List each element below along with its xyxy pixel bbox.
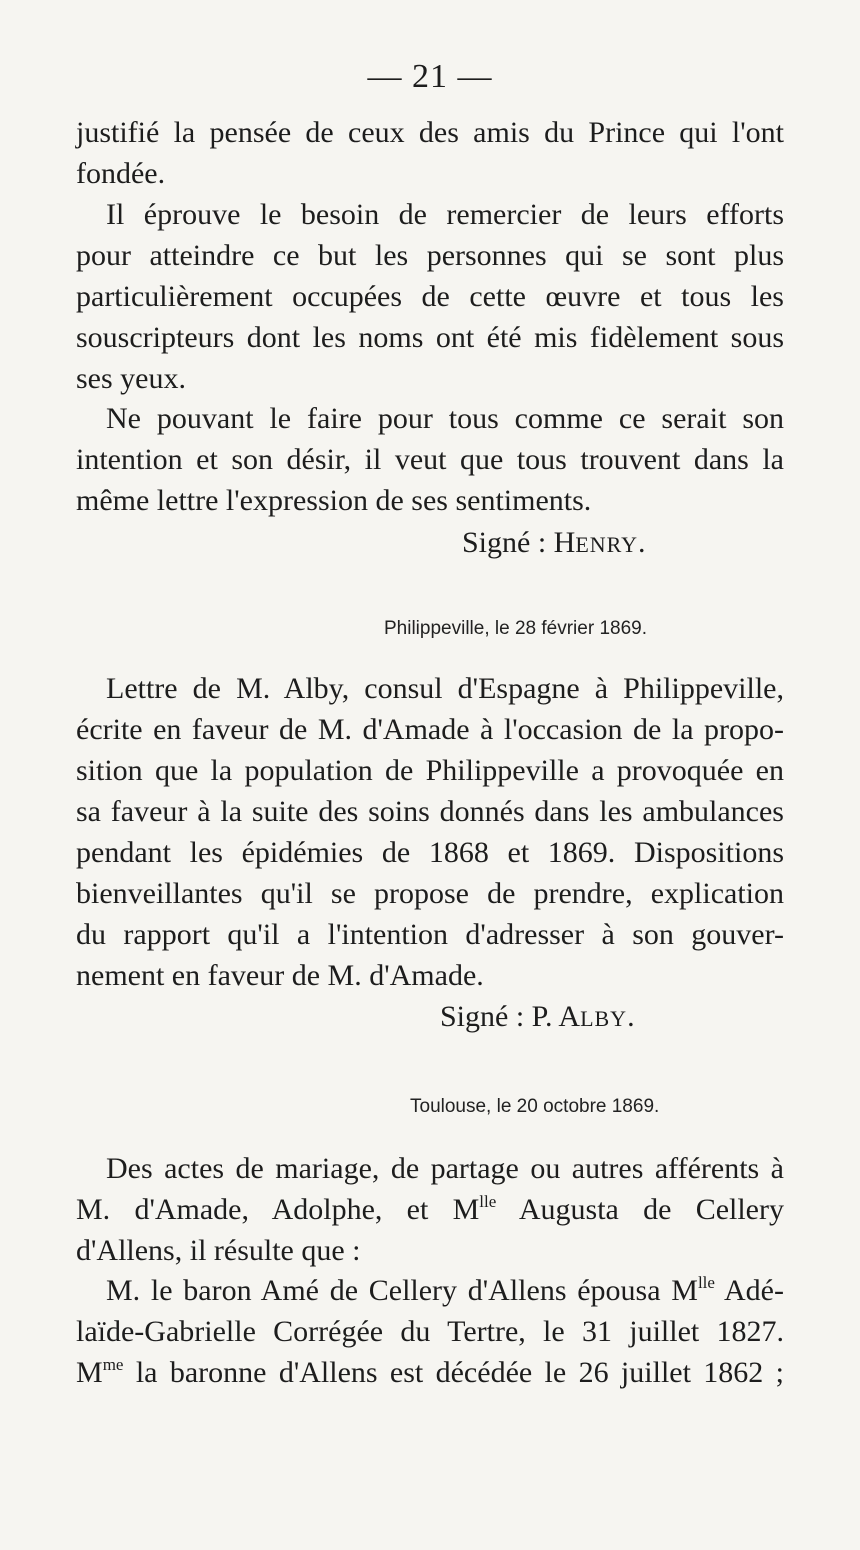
text-fragment: M. le baron Amé de Cellery d'Allens épousa M: [106, 1274, 698, 1307]
text-line: souscripteurs dont les noms ont été mis fidèlement sous: [76, 321, 784, 354]
text-line: sition que la population de Philippeville a provoquée en: [76, 754, 784, 787]
superscript: me: [102, 1355, 124, 1374]
signature-initial: A: [558, 1000, 581, 1033]
text-fragment: M: [76, 1356, 103, 1389]
text-line: ses yeux.: [76, 362, 186, 395]
signature-prefix: Signé :: [462, 526, 547, 559]
text-line: [76, 1189, 784, 1230]
paragraph-3: [76, 398, 784, 521]
text-line: Lettre de M. Alby, consul d'Espagne à Philippeville,: [106, 672, 784, 705]
text-line: pendant les épidémies de 1868 et 1869. Dispositions: [76, 836, 784, 869]
signature-initial: H: [553, 526, 576, 559]
text-line: intention et son désir, il veut que tous trouvent dans la: [76, 443, 784, 476]
text-fragment: la baronne d'Allens est décédée le 26 juillet 1862 ;: [123, 1356, 784, 1389]
paragraph-5: [76, 1148, 784, 1271]
text-line: écrite en faveur de M. d'Amade à l'occasion de la propo-: [76, 713, 784, 746]
text-line: particulièrement occupées de cette œuvre et tous les: [76, 280, 784, 313]
dateline-philippeville: Philippeville, le 28 février 1869.: [384, 618, 647, 639]
text-line: sa faveur à la suite des soins donnés dans les ambulances: [76, 795, 784, 828]
paragraph-6: [76, 1270, 784, 1393]
text-fragment: Adé-: [714, 1274, 784, 1307]
text-fragment: M. d'Amade, Adolphe, et M: [76, 1193, 480, 1226]
paragraph-4: [76, 668, 784, 996]
text-line: même lettre l'expression de ses sentiments.: [76, 484, 592, 517]
signature-name: LBY: [580, 1006, 628, 1031]
text-line: laïde-Gabrielle Corrégée du Tertre, le 31 juillet 1827.: [76, 1315, 784, 1348]
signature-period: .: [638, 526, 646, 559]
text-line: Il éprouve le besoin de remercier de leurs efforts: [106, 198, 784, 231]
text-line: pour atteindre ce but les personnes qui se sont plus: [76, 239, 784, 272]
text-line: [76, 1270, 784, 1311]
signature-henry: [462, 526, 646, 560]
text-line: nement en faveur de M. d'Amade.: [76, 959, 484, 992]
text-line: Ne pouvant le faire pour tous comme ce serait son: [106, 402, 784, 435]
text-line: bienveillantes qu'il se propose de prendre, explication: [76, 877, 784, 910]
superscript: lle: [697, 1273, 715, 1292]
text-line: fondée.: [76, 157, 166, 190]
page-number: — 21 —: [367, 58, 493, 95]
text-line: justifié la pensée de ceux des amis du Prince qui l'ont: [76, 116, 784, 149]
paragraph-2: [76, 194, 784, 399]
text-fragment: Augusta de Cellery: [496, 1193, 784, 1226]
signature-name: ENRY: [575, 532, 639, 557]
paragraph-1: [76, 112, 784, 194]
dateline-toulouse: Toulouse, le 20 octobre 1869.: [410, 1096, 660, 1117]
text-line: du rapport qu'il a l'intention d'adresser à son gouver-: [76, 918, 784, 951]
text-line: d'Allens, il résulte que :: [76, 1234, 361, 1267]
text-line: Des actes de mariage, de partage ou autres afférents à: [106, 1152, 784, 1185]
signature-alby: [440, 1000, 635, 1034]
superscript: lle: [479, 1192, 497, 1211]
signature-prefix: Signé : P.: [440, 1000, 553, 1033]
text-line: [76, 1352, 784, 1393]
signature-period: .: [627, 1000, 635, 1033]
